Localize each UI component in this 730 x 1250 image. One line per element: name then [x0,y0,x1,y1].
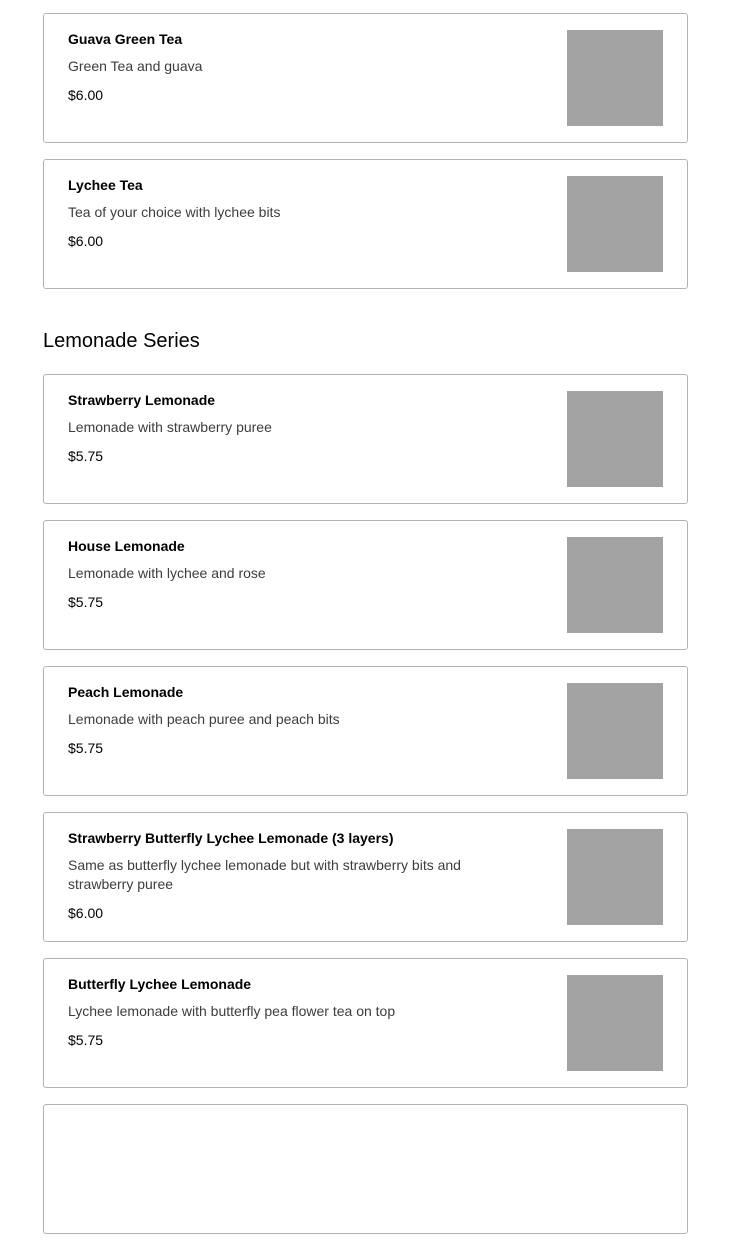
menu-item-description: Lychee lemonade with butterfly pea flower tea on top [68,1003,396,1019]
menu-item-description: Lemonade with peach puree and peach bits [68,711,340,727]
menu-item-name: Guava Green Tea [68,31,183,47]
menu-item-text [68,537,518,611]
menu-item-card[interactable] [43,958,688,1088]
menu-item-image [567,975,663,1071]
menu-item-image [567,176,663,272]
menu-item-price: $6.00 [68,233,104,249]
menu-item-description: Tea of your choice with lychee bits [68,204,281,220]
section-heading: Lemonade Series [43,330,200,352]
menu-item-description: Lemonade with strawberry puree [68,419,272,435]
menu-item-name: Lychee Tea [68,177,143,193]
menu-list [43,13,688,1250]
menu-item-name: Strawberry Lemonade [68,392,216,408]
menu-item-text [68,30,518,104]
menu-item-text [68,176,518,250]
menu-item-image [567,683,663,779]
menu-item-name: House Lemonade [68,538,185,554]
menu-item-description: Same as butterfly lychee lemonade but with strawberry bits and strawberry puree [68,857,461,892]
menu-item-description: Green Tea and guava [68,58,203,74]
menu-item-card[interactable] [43,374,688,504]
menu-item-description: Lemonade with lychee and rose [68,565,266,581]
menu-item-card[interactable] [43,159,688,289]
menu-item-image [567,391,663,487]
menu-item-card[interactable] [43,666,688,796]
menu-item-card[interactable] [43,812,688,942]
menu-item-image [567,537,663,633]
menu-item-text [68,829,518,922]
menu-item-card[interactable] [43,1104,688,1234]
menu-item-price: $5.75 [68,448,104,464]
menu-item-text [68,975,518,1049]
menu-item-image [567,30,663,126]
menu-item-name: Strawberry Butterfly Lychee Lemonade (3 layers) [68,830,394,846]
menu-item-price: $6.00 [68,905,104,921]
menu-item-name: Peach Lemonade [68,684,184,700]
menu-item-price: $5.75 [68,740,104,756]
menu-item-name: Butterfly Lychee Lemonade [68,976,252,992]
menu-item-card[interactable] [43,13,688,143]
menu-item-price: $6.00 [68,87,104,103]
menu-item-price: $5.75 [68,594,104,610]
menu-item-image [567,829,663,925]
menu-item-text [68,391,518,465]
menu-item-price: $5.75 [68,1032,104,1048]
menu-item-card[interactable] [43,520,688,650]
menu-item-text [68,683,518,757]
